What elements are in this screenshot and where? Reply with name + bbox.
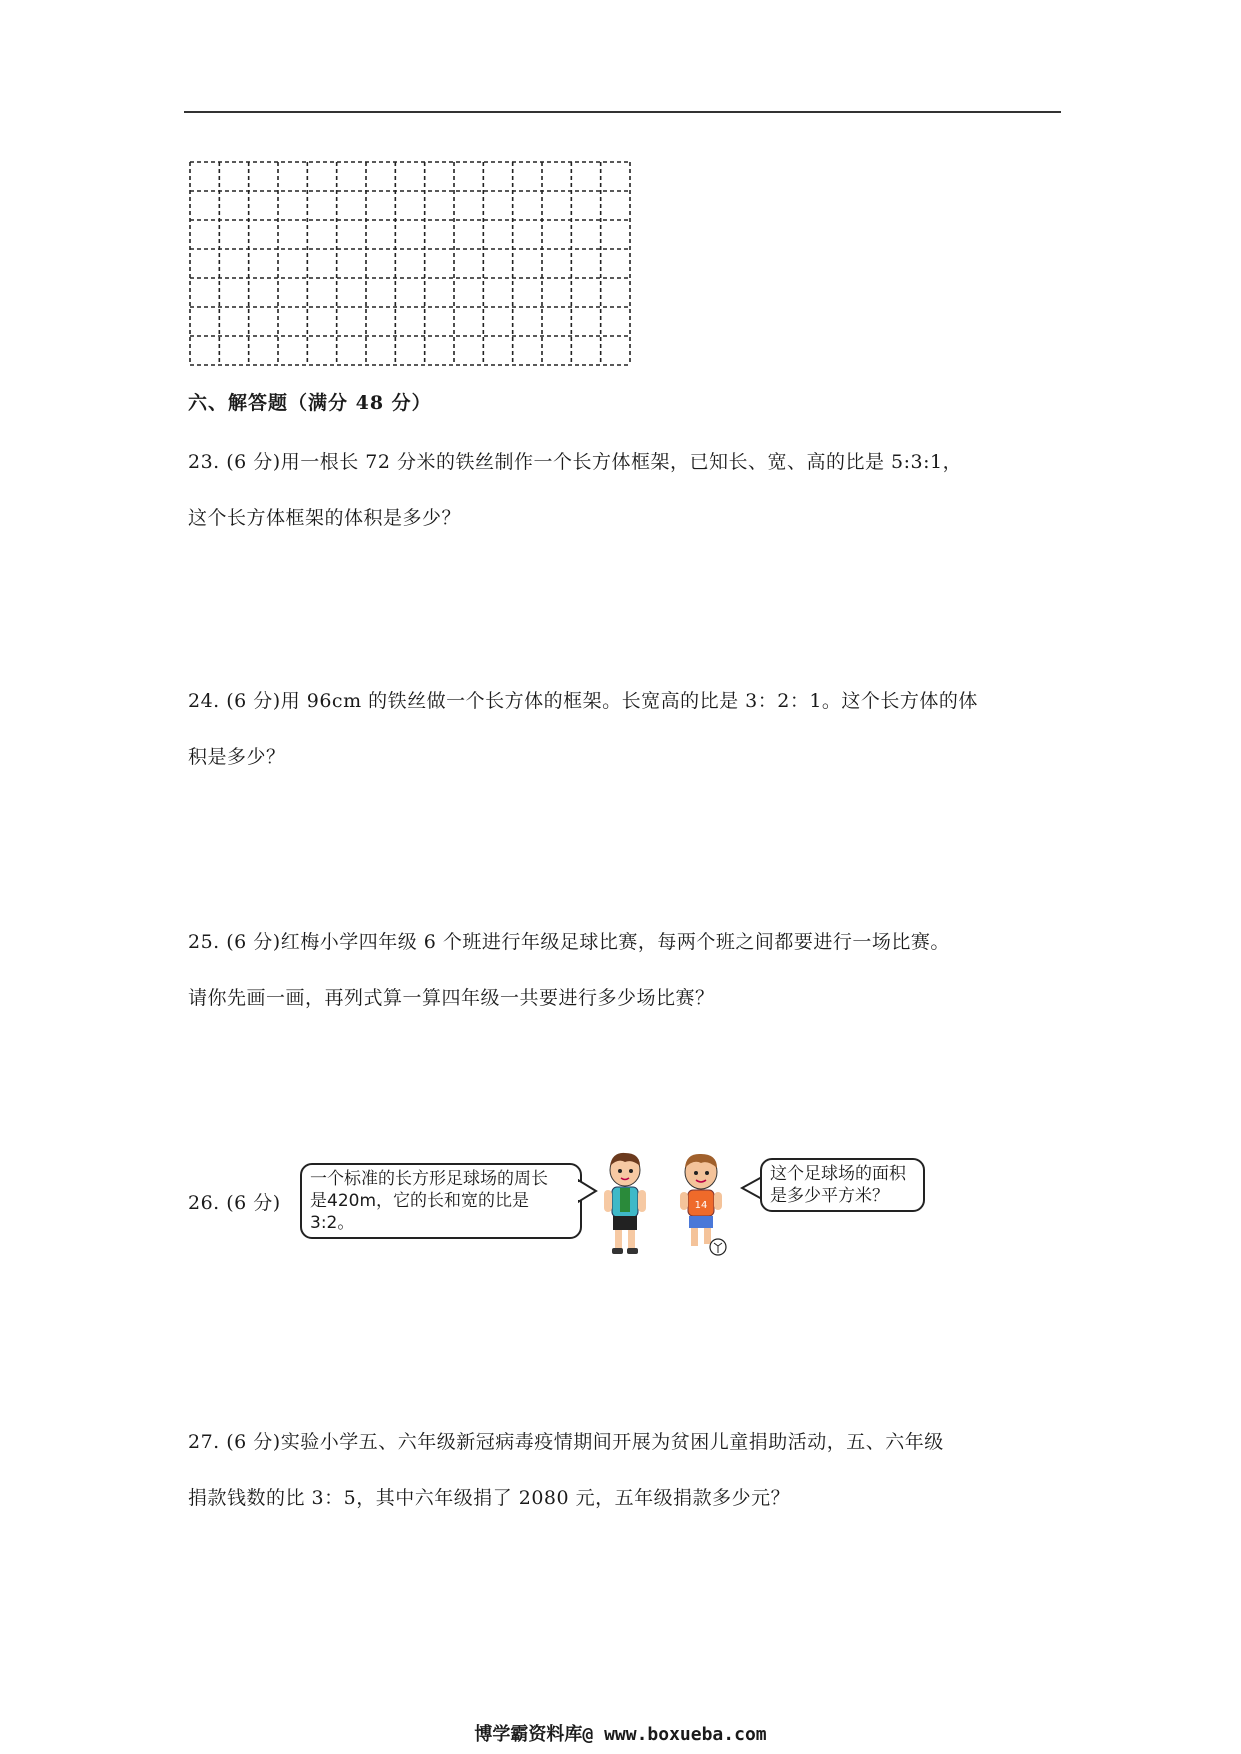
boy-right-icon [668,1150,738,1260]
bubble-left-line-2: 是420m，它的长和宽的比是3:2。 [310,1191,530,1233]
footer-separator: @ [582,1724,594,1745]
bubble-right-line-2: 是多少平方米？ [770,1186,889,1206]
question-25-line-1: 25. (6 分)红梅小学四年级 6 个班进行年级足球比赛，每两个班之间都要进行一场比赛。 [188,931,950,953]
question-23-line-1: 23. (6 分)用一根长 72 分米的铁丝制作一个长方体框架，已知长、宽、高的比是 5:3:1， [188,451,963,473]
bubble-right-tail [740,1175,762,1201]
speech-bubble-left [300,1163,582,1239]
question-24 [188,673,1068,785]
question-24-line-1: 24. (6 分)用 96cm 的铁丝做一个长方体的框架。长宽高的比是 3：2：1。这个长方体的体 [188,690,978,712]
question-25 [188,914,1068,1026]
question-23-line-2: 这个长方体框架的体积是多少？ [188,507,462,529]
question-25-line-2: 请你先画一画，再列式算一算四年级一共要进行多少场比赛？ [188,987,715,1009]
question-26-illustration [300,1150,920,1260]
footer-site-name: 博学霸资料库 [474,1724,583,1745]
question-27 [188,1414,1068,1526]
boy-left-icon [590,1150,660,1260]
section-title: 六、解答题（满分 48 分） [188,392,432,414]
drawing-grid [188,160,636,374]
header-rule [184,111,1061,113]
speech-bubble-right [760,1158,925,1212]
question-23 [188,434,1068,546]
question-24-line-2: 积是多少？ [188,746,286,768]
question-27-line-2: 捐款钱数的比 3：5，其中六年级捐了 2080 元，五年级捐款多少元？ [188,1487,791,1509]
shirt-number: 14 [694,1200,708,1211]
bubble-left-line-1: 一个标准的长方形足球场的周长 [310,1169,548,1189]
page-footer [0,1720,1241,1746]
bubble-right-line-1: 这个足球场的面积 [770,1164,906,1184]
footer-url[interactable]: www.boxueba.com [604,1724,767,1745]
question-27-line-1: 27. (6 分)实验小学五、六年级新冠病毒疫情期间开展为贫困儿童捐助活动，五、六年级 [188,1431,944,1453]
question-26-label: 26. (6 分) [188,1192,281,1214]
